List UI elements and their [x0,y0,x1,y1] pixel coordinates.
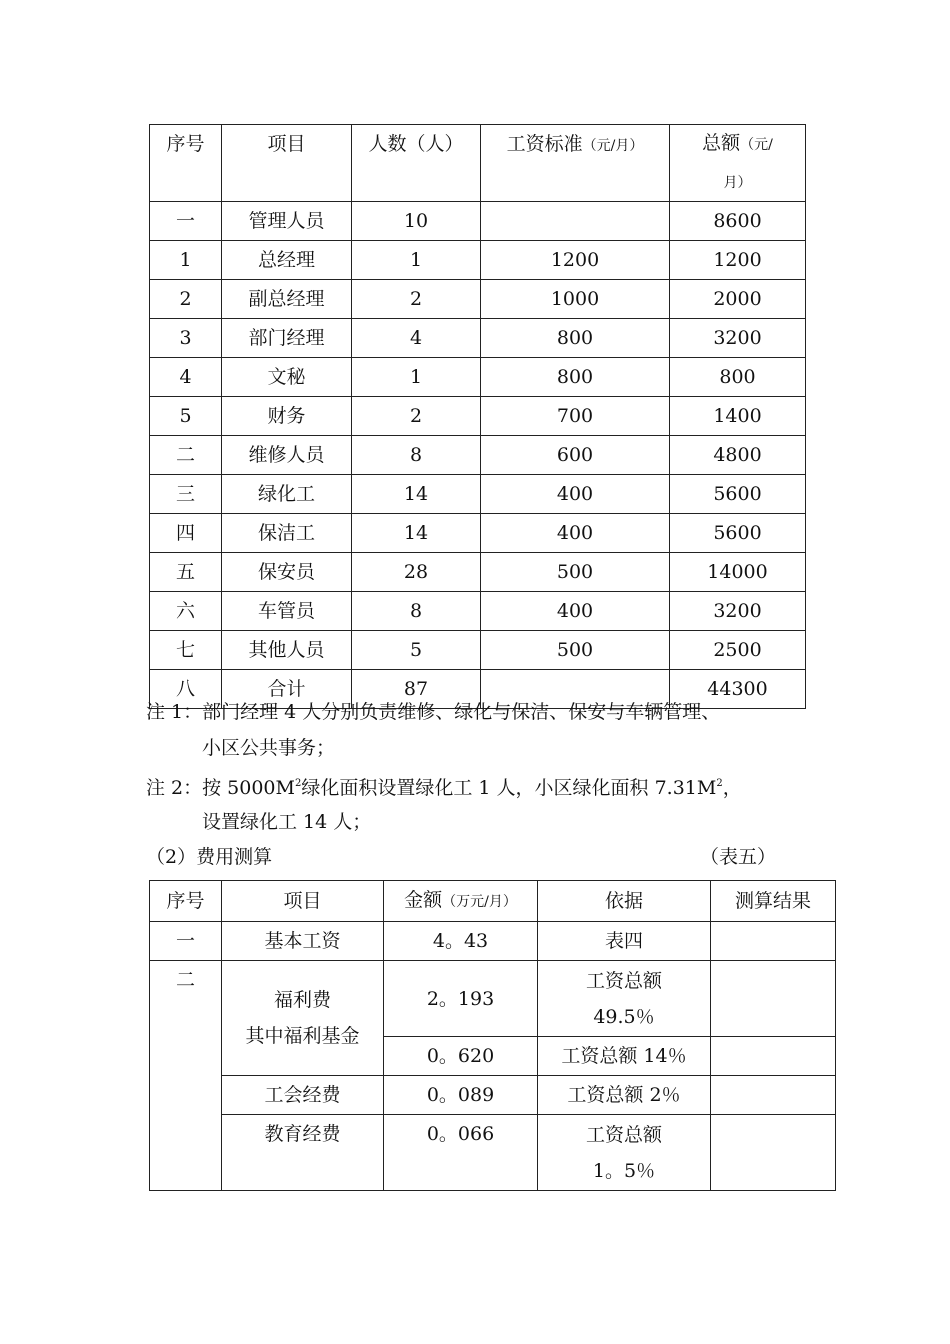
note-2-line-1: 注 2：按 $5000M^2$绿化面积设置绿化工 1 人，小区绿化面积 $7.31M^2$， [146,777,742,799]
table-row: 七 其他人员 5 500 2500 [150,631,806,670]
table-row: 三 绿化工 14 400 5600 [150,475,806,514]
table-header-row [150,881,836,922]
header-basis: 依据 [538,881,711,922]
header-total: 总额（元/ 月） [670,125,806,202]
table-header-row [150,125,806,202]
table-row: 四 保洁工 14 400 5600 [150,514,806,553]
table-row: 2 副总经理 2 1000 2000 [150,280,806,319]
note-1-line-1: 注 1：部门经理 4 人分别负责维修、绿化与保洁、保安与车辆管理、 [146,701,721,723]
table-row: 工会经费 0。089 工资总额 2％ [150,1076,836,1115]
header-wage: 工资标准（元/月） [481,125,670,202]
table-row: 二 福利费 其中福利基金 2。193 工资总额 49.5％ [150,961,836,1037]
section-title: （2）费用测算 [146,846,273,868]
table-row: 五 保安员 28 500 14000 [150,553,806,592]
table-row: 一 基本工资 4。43 表四 [150,922,836,961]
table-row: 教育经费 0。066 工资总额 1。5％ [150,1115,836,1191]
table-row: 3 部门经理 4 800 3200 [150,319,806,358]
header-count: 人数（人） [352,125,481,202]
table-row: 二 维修人员 8 600 4800 [150,436,806,475]
table-row: 0。620 工资总额 14％ [150,1037,836,1076]
table-row: 八 合计 87 44300 [150,670,806,709]
table-row: 4 文秘 1 800 800 [150,358,806,397]
table-row: 六 车管员 8 400 3200 [150,592,806,631]
header-item: 项目 [222,125,352,202]
note-2-line-2: 设置绿化工 14 人； [202,811,372,833]
header-seq: 序号 [150,125,222,202]
table-label: （表五） [700,846,777,868]
cost-estimate-table [149,880,836,1191]
note-1-line-2: 小区公共事务； [202,737,336,759]
header-result: 测算结果 [711,881,836,922]
header-item: 项目 [222,881,384,922]
table-row: 1 总经理 1 1200 1200 [150,241,806,280]
table-row: 5 财务 2 700 1400 [150,397,806,436]
table-row: 一 管理人员 10 8600 [150,202,806,241]
staff-wage-table [149,124,806,709]
header-amount: 金额（万元/月） [384,881,538,922]
header-seq: 序号 [150,881,222,922]
